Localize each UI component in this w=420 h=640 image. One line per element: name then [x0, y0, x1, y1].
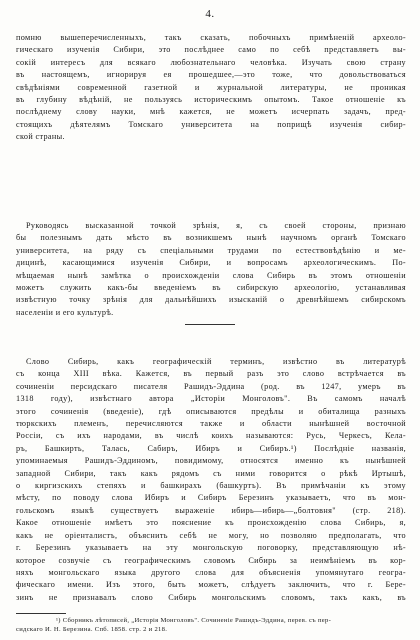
- text-line: Какое отношеніе имѣетъ это пояснение къ происхожденію слова Сибирь, я,: [16, 518, 406, 528]
- paragraph-3: [16, 356, 406, 604]
- text-line: Руководясь высказанной точкой зрѣнія, я, съ своей стороны, признаю: [26, 221, 406, 230]
- text-line: зинъ не признавалъ слово Сибирь монгольскимъ словомъ, такъ какъ, въ: [16, 592, 406, 602]
- text-line: мѣсту, по поводу слова Ибиръ и Сибиръ Березинъ указываетъ, что въ мон-: [16, 493, 406, 503]
- text-line: о киргизскихъ степяхъ и башкирахъ (башкуртъ). Въ примѣчаніи къ этому: [16, 481, 406, 491]
- text-line: 1318 году), извѣстнаго автора „Исторіи Монголовъ". Въ самомъ началѣ: [16, 394, 406, 404]
- text-line: послѣднему слову науки, мнѣ кажется, не можетъ исчерпать задачъ, пред-: [16, 107, 406, 117]
- text-line: стоящихъ дѣятелямъ Томскаго университета на поприщѣ изученія сибир-: [16, 119, 406, 129]
- footnotes: [16, 616, 406, 634]
- text-line: Россіи, съ ихъ народами, въ числѣ коихъ называются: Русь, Черкесъ, Кела-: [16, 431, 406, 441]
- text-line: Слово Сибирь, какъ географическій терминъ, извѣстно въ литературѣ: [26, 357, 406, 366]
- paragraph-2: [16, 220, 406, 319]
- text-line: гольскомъ языкѣ существуетъ выраженіе ибирь—ибирь—„болтовня" (стр. 218).: [16, 505, 406, 515]
- text-line: гическаго изученія Сибири, это послѣднее само по себѣ представляетъ вы-: [16, 45, 406, 55]
- section-divider: [185, 324, 235, 325]
- text-line: дицинѣ, касающимися изученія Сибири, и вопросамъ археологическимъ. По-: [16, 258, 406, 268]
- text-line: сочиненіи персидскаго писателя Рашидъ-Эддина (род. въ 1247, умеръ въ: [16, 381, 406, 391]
- text-line: въ настоящемъ, игнорируя ея прошедшее,—это тоже, что довольствоваться: [16, 70, 406, 80]
- text-line: упоминаемыя Рашидъ-Эддиномъ, повидимому, относятся именно къ нынѣшней: [16, 456, 406, 466]
- text-line: ръ, Башкирть, Талась, Сабиръ, Ибиръ и Сибиръ.¹) Послѣдніе названія,: [16, 443, 406, 453]
- text-line: въ глубину вѣдѣній, не пользуясь историческимъ опытомъ. Такое отношеніе къ: [16, 95, 406, 105]
- text-line: сокій интересъ для всякаго любознательнаго человѣка. Изучать свою страну: [16, 57, 406, 67]
- footnote-line: ¹) Сборникъ лѣтописей, „Исторія Монголовъ". Сочиненіе Рашидъ-Эддина, перев. съ пер-: [56, 617, 332, 624]
- text-line: бы полезнымъ дать мѣсто въ возникшемъ нынѣ научномъ органѣ Томскаго: [16, 233, 406, 243]
- text-line: университета, на ряду съ спеціальными трудами по естествовѣдѣнію и ме-: [16, 245, 406, 255]
- text-line: г. Березинъ указываетъ на эту монгольскую поговорку, представляющую нѣ-: [16, 543, 406, 553]
- footnote-line: сидскаго И. Н. Березина. Спб. 1858. стр. 2 и 218.: [16, 626, 168, 633]
- text-line: помню вышеперечисленныхъ, такъ сказать, побочныхъ примѣненій археоло-: [16, 33, 406, 42]
- footnote-rule: [16, 613, 66, 614]
- text-line: западной Сибири, такъ какъ рядомъ съ ними говорится о рѣкѣ Иртышѣ,: [16, 468, 406, 478]
- text-line: няхъ монгольскаго языка другого слова для объясненія упомянутаго геогра-: [16, 567, 406, 577]
- text-line: этого сочиненія (введеніе), гдѣ описываются предѣлы и обиталища разныхъ: [16, 406, 406, 416]
- page-number: 4.: [205, 8, 215, 20]
- text-line: которое созвучіе съ географическимъ словомъ Сибирь за неимѣніемъ въ кор-: [16, 555, 406, 565]
- text-line: можетъ служить какъ-бы введеніемъ въ сибирскую археологію, устанавливая: [16, 283, 406, 293]
- text-line: тюркскихъ племенъ, перечисляются также и области нынѣшней восточной: [16, 419, 406, 429]
- text-line: населеніи и его культурѣ.: [16, 307, 114, 317]
- text-line: извѣстную точку зрѣнія для дальнѣйшихъ изысканій о древнѣйшемъ сибирскомъ: [16, 295, 406, 305]
- text-line: какъ не оріенталистъ, объяснить себѣ не могу, но позволяю предполагать, что: [16, 530, 406, 540]
- text-line: фическаго имени. Изъ этого, быть можетъ, слѣдуетъ заключить, что г. Бере-: [16, 580, 406, 590]
- text-line: свѣдѣніями современной газетной и журнальной литературы, не проникая: [16, 82, 406, 92]
- text-line: ской страны.: [16, 132, 65, 142]
- paragraph-1: [16, 32, 406, 144]
- text-line: съ конца XIII вѣка. Кажется, въ первый разъ это слово встрѣчается въ: [16, 369, 406, 379]
- text-line: мѣщаемая нынѣ замѣтка о происхожденіи слова Сибирь въ этомъ отношеніи: [16, 270, 406, 280]
